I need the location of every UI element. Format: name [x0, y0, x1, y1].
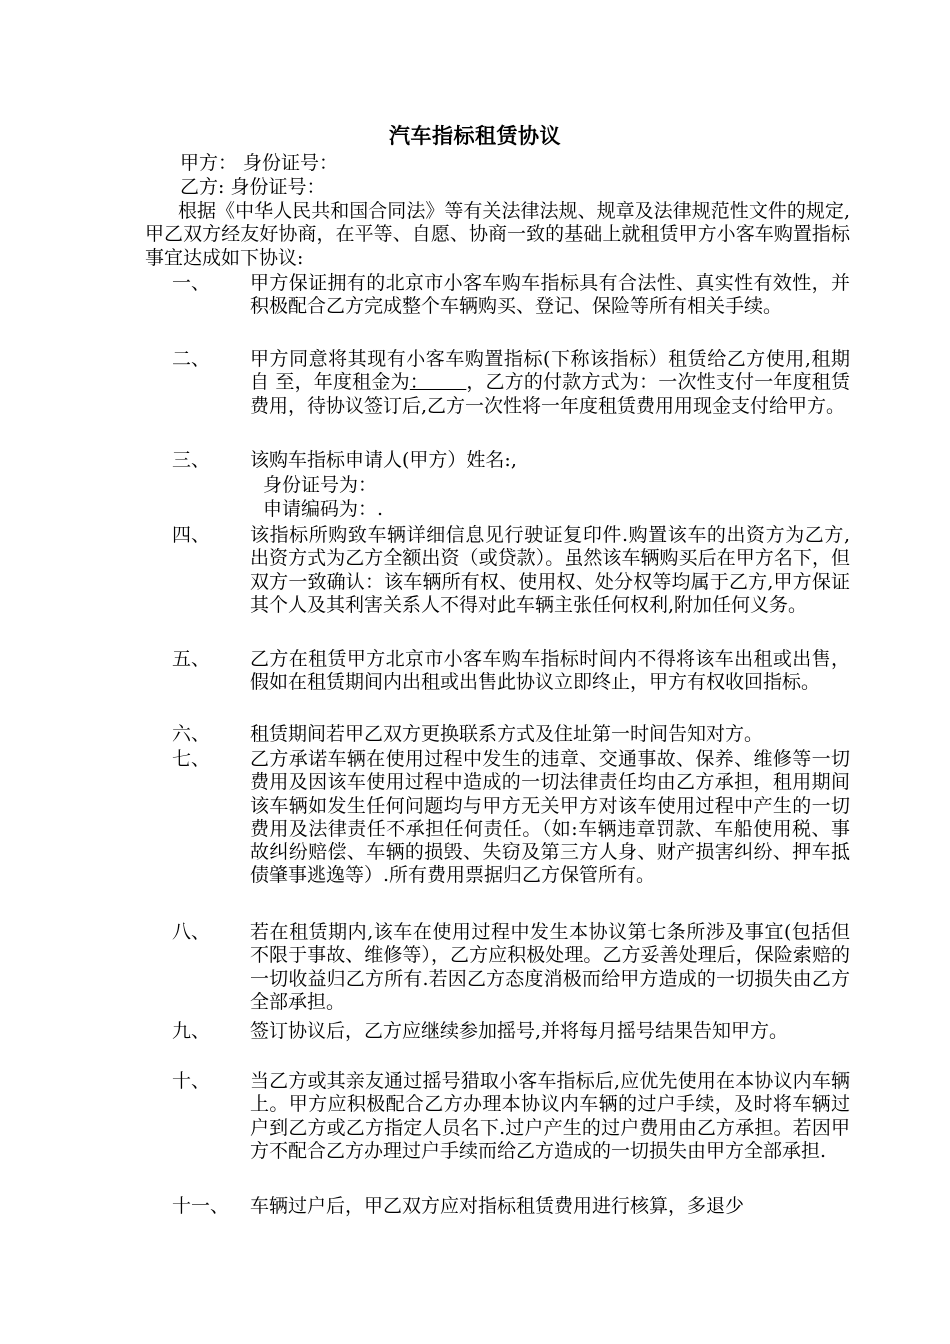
clause-number: 八、 [172, 921, 211, 943]
clause-number: 七、 [172, 748, 211, 770]
clause-text: 签订协议后，乙方应继续参加摇号,并将每月摇号结果告知甲方。 [250, 1020, 789, 1042]
document-title: 汽车指标租赁协议 [389, 123, 561, 148]
application-code-line: 申请编码为：. [263, 498, 384, 520]
intro-paragraph: 根据《中华人民共和国合同法》等有关法律法规、规章及法律规范性文件的规定,甲乙双方经友好协商，在平等、自愿、协商一致的基础上就租赁甲方小客车购置指标事宜达成如下协议: [145, 200, 850, 269]
clause-text: 该指标所购致车辆详细信息见行驶证复印件.购置该车的出资方为乙方,出资方式为乙方全额出资（或贷款）。虽然该车辆购买后在甲方名下，但双方一致确认：该车辆所有权、使用权、处分权等均属于乙方,甲方保证其个人及其利害关系人不得对此车辆主张任何权利,附加任何义务。 [250, 524, 850, 616]
clause-text: 乙方承诺车辆在使用过程中发生的违章、交通事故、保养、维修等一切费用及因该车使用过程中造成的一切法律责任均由乙方承担，租用期间该车辆如发生任何问题均与甲方无关甲方对该车使用过程中产生的一切费用及法律责任不承担任何责任。（如:车辆违章罚款、车船使用税、事故纠纷赔偿、车辆的损毁、失窃及第三方人身、财产损害纠纷、押车抵债肇事逃逸等）.所有费用票据归乙方保管所有。 [250, 748, 850, 887]
clause-number: 六、 [172, 723, 211, 745]
party-b-line: 乙方: 身份证号： [180, 176, 326, 198]
clause-text: 该购车指标申请人(甲方）姓名:, [250, 449, 517, 471]
clause-number: 二、 [172, 348, 211, 370]
clause-text: 若在租赁期内,该车在使用过程中发生本协议第七条所涉及事宜(包括但不限于事故、维修等），乙方应积极处理。乙方妥善处理后，保险索赔的一切收益归乙方所有.若因乙方态度消极而给甲方造成的一切损失由乙方全部承担。 [250, 921, 850, 1013]
clause-number: 五、 [172, 648, 211, 670]
clause-number: 十、 [172, 1070, 211, 1092]
clause-text: 乙方在租赁甲方北京市小客车购车指标时间内不得将该车出租或出售，假如在租赁期间内出租或出售此协议立即终止，甲方有权收回指标。 [250, 648, 850, 694]
clause-number: 九、 [172, 1020, 211, 1042]
clause-text-part: ，乙方的付款方式为：一次性支付一年度租赁费用，待协议签订后,乙方一次性将一年度租赁费用用现金支付给甲方。 [250, 371, 850, 417]
clause-text: 租赁期间若甲乙双方更换联系方式及住址第一时间告知对方。 [250, 723, 764, 745]
party-a-line: 甲方： 身份证号： [180, 152, 339, 174]
rent-amount-blank: ： [409, 371, 467, 394]
clause-number: 十一、 [172, 1195, 230, 1217]
clause-number: 四、 [172, 524, 211, 546]
clause-text: 当乙方或其亲友通过摇号猎取小客车指标后,应优先使用在本协议内车辆上。甲方应积极配合乙方办理本协议内车辆的过户手续，及时将车辆过户到乙方或乙方指定人员名下.过户产生的过户费用由乙方承担。若因甲方不配合乙方办理过户手续而给乙方造成的一切损失由甲方全部承担. [250, 1070, 850, 1162]
clause-text: 车辆过户后，甲乙双方应对指标租赁费用进行核算，多退少 [250, 1195, 745, 1217]
clause-text [250, 348, 850, 418]
id-number-line: 身份证号为： [263, 474, 378, 496]
clause-text-part: 甲方同意将其现有小客车购置指标(下称该指标）租赁给乙方使用,租期自 至，年度租金为 [250, 348, 850, 394]
clause-number: 一、 [172, 272, 211, 294]
clause-number: 三、 [172, 449, 211, 471]
clause-text: 甲方保证拥有的北京市小客车购车指标具有合法性、真实性有效性，并积极配合乙方完成整个车辆购买、登记、保险等所有相关手续。 [250, 272, 850, 318]
